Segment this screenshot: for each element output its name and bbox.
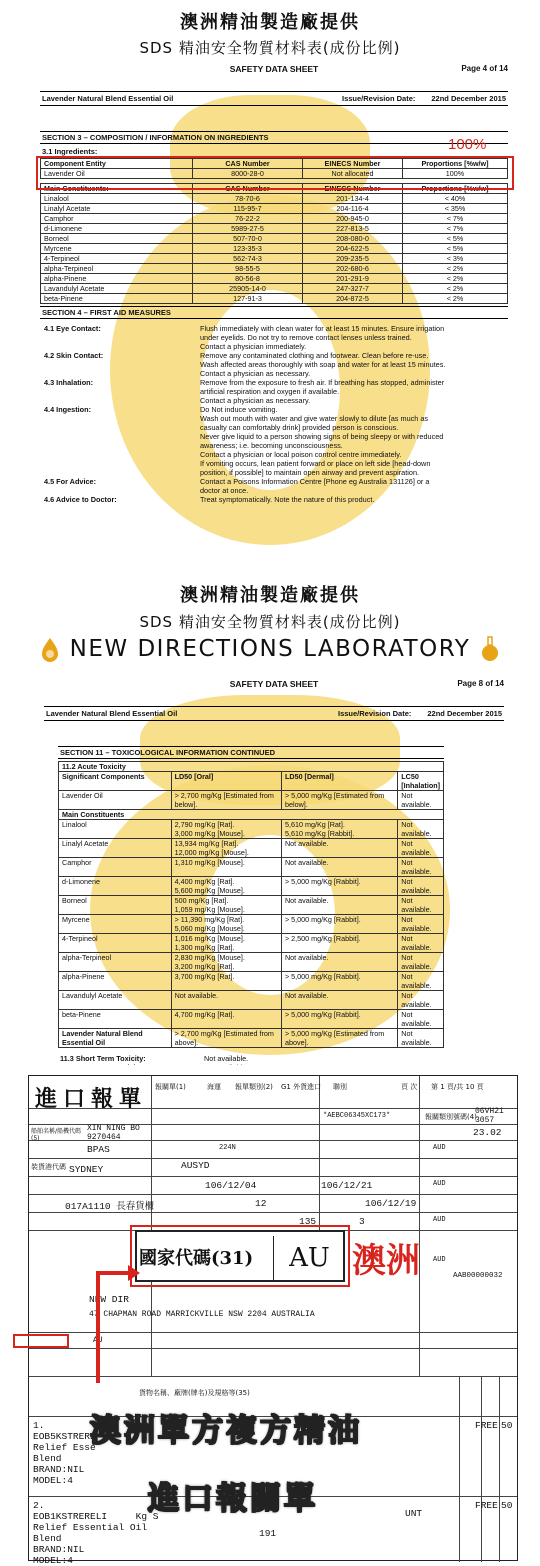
table-cell: Not available. — [398, 820, 444, 839]
table-cell: Not available. — [398, 877, 444, 896]
sds-document — [44, 679, 504, 1081]
item-line: Blend — [33, 1533, 62, 1544]
field-value: AU — [93, 1336, 103, 1345]
item-line: MODEL:4 — [33, 1475, 73, 1486]
table-cell: Not available. — [398, 991, 444, 1010]
table-cell: Not available. — [398, 858, 444, 877]
first-aid-line: artificial respiration and oxygen if available. — [200, 387, 340, 396]
revision-date: 22nd December 2015 — [431, 94, 506, 103]
country-note: 澳洲 — [352, 1241, 420, 1281]
table-cell: beta-Pinene — [59, 1010, 172, 1029]
field-label: 聯別 — [333, 1083, 347, 1091]
banner-subtitle: SDS 精油安全物質材料表(成份比例) — [139, 613, 401, 631]
item-line: BRAND:NIL — [33, 1464, 85, 1475]
table-cell: < 2% — [403, 274, 508, 284]
field-value: BPAS — [87, 1144, 110, 1155]
first-aid-line: doctor at once. — [200, 486, 249, 495]
table-cell: Not available. — [398, 934, 444, 953]
table-cell: 8000-28-0 — [193, 169, 303, 179]
arrow-icon — [92, 1265, 142, 1387]
table-row — [41, 244, 508, 254]
table-cell: 507-70-0 — [193, 234, 303, 244]
table-cell: Not available. — [281, 953, 397, 972]
table-cell: 78-70-6 — [193, 194, 303, 204]
table-cell: < 5% — [403, 244, 508, 254]
table-row — [41, 204, 508, 214]
first-aid-text — [200, 378, 508, 405]
company-logo — [0, 636, 540, 662]
table-cell: Camphor — [59, 858, 172, 877]
first-aid-line: Flush immediately with clean water for at least 15 minutes. Ensure irrigation — [200, 324, 445, 333]
field-value: FREE — [475, 1500, 498, 1511]
table-cell: < 7% — [403, 224, 508, 234]
field-value: 135 — [299, 1216, 317, 1227]
table-cell: 1,016 mg/Kg [Mouse]. 1,300 mg/Kg [Rat]. — [171, 934, 281, 953]
table-row — [41, 194, 508, 204]
first-aid-item — [40, 405, 508, 477]
col-header: LC50 [Inhalation] — [398, 772, 444, 791]
tox-extra-value: Not available. — [204, 1054, 249, 1063]
table-cell: < 40% — [403, 194, 508, 204]
field-value: SYDNEY — [69, 1164, 104, 1175]
product-name: Lavender Natural Blend Essential Oil — [42, 94, 174, 103]
first-aid-line: Remove any contaminated clothing and footwear. Clean before re-use. — [200, 351, 429, 360]
section-3-heading: SECTION 3 – COMPOSITION / INFORMATION ON INGREDIENTS — [40, 131, 508, 144]
table-cell: Lavender Oil — [59, 791, 172, 810]
table-cell: 227-813-5 — [303, 224, 403, 234]
first-aid-label: 4.5 For Advice: — [44, 477, 97, 486]
table-cell: Myrcene — [59, 915, 172, 934]
first-aid-label: 4.6 Advice to Doctor: — [44, 495, 117, 504]
table-cell: Not available. — [398, 972, 444, 991]
table-cell: Lavender Natural Blend Essential Oil — [59, 1029, 172, 1048]
table-cell: Not available. — [281, 839, 397, 858]
ingredients-label: 3.1 Ingredients: — [42, 147, 98, 156]
overlay-subtitle: 進口報關單 — [148, 1481, 318, 1517]
item-number: 1. — [33, 1420, 45, 1431]
table-row — [41, 284, 508, 294]
first-aid-label: 4.3 Inhalation: — [44, 378, 94, 387]
first-aid-line: Wash out mouth with water and give water slowly to dilute [as much as — [200, 414, 429, 423]
table-cell: > 5,000 mg/Kg [Rabbit]. — [281, 915, 397, 934]
table-cell: Borneol — [59, 896, 172, 915]
field-label: 頁 次 — [401, 1083, 418, 1091]
field-value: AUD — [433, 1256, 446, 1264]
col-header: EINECS Number — [303, 159, 403, 169]
constituents-label: Main Constituents — [59, 810, 444, 820]
field-value: 12 — [255, 1198, 267, 1209]
item-line: Relief Essential Oil — [33, 1522, 148, 1533]
first-aid-line: casualty can comfortably drink] provided person is conscious. — [200, 423, 399, 432]
field-value: AAB00000032 — [453, 1272, 503, 1280]
first-aid-line: Contact a Poisons Information Centre [Phone eg Australia 131126] or a — [200, 477, 430, 486]
first-aid-item — [40, 495, 508, 504]
col-header: Main Constituents: — [41, 184, 193, 194]
table-cell: 202-680-6 — [303, 264, 403, 274]
table-row — [59, 896, 444, 915]
first-aid-line: Never give liquid to a person showing signs of being sleepy or with reduced — [200, 432, 444, 441]
sds-page-4-panel — [0, 0, 540, 575]
table-cell: < 35% — [403, 204, 508, 214]
acute-label: 11.2 Acute Toxicity — [59, 762, 444, 772]
highlight-box — [130, 1225, 350, 1287]
first-aid-label: 4.1 Eye Contact: — [44, 324, 101, 333]
table-cell: Not available. — [281, 991, 397, 1010]
table-cell: 127-91-3 — [193, 294, 303, 304]
field-value: AUSYD — [181, 1160, 210, 1171]
field-value: G1 外貨進口 — [281, 1083, 322, 1091]
first-aid-line: awareness; i.e. becoming unconsciousness. — [200, 441, 343, 450]
item-number: 2. — [33, 1500, 45, 1511]
table-row — [59, 991, 444, 1010]
table-cell: > 5,000 mg/Kg [Rabbit]. — [281, 877, 397, 896]
table-cell: 562-74-3 — [193, 254, 303, 264]
table-cell: < 2% — [403, 294, 508, 304]
table-cell: Lavandulyl Acetate — [59, 991, 172, 1010]
table-row — [59, 877, 444, 896]
table-cell: > 2,500 mg/Kg [Rabbit]. — [281, 934, 397, 953]
banner-subtitle: SDS 精油安全物質材料表(成份比例) — [139, 39, 401, 57]
sds-title: SAFETY DATA SHEET Page 4 of 14 — [229, 64, 508, 74]
table-cell: 4-Terpineol — [59, 934, 172, 953]
revision-label: Issue/Revision Date: — [338, 709, 412, 718]
table-cell: 500 mg/Kg [Rat]. 1,059 mg/Kg [Mouse]. — [171, 896, 281, 915]
table-cell: < 2% — [403, 264, 508, 274]
country-code-label: 國家代碼(31) — [139, 1248, 254, 1269]
table-cell: > 2,700 mg/Kg [Estimated from below]. — [171, 791, 281, 810]
sds-document — [40, 64, 508, 504]
table-cell: 1,310 mg/Kg [Mouse]. — [171, 858, 281, 877]
first-aid-item — [40, 378, 508, 405]
table-cell: 4,400 mg/Kg [Rat]. 5,600 mg/Kg [Mouse]. — [171, 877, 281, 896]
table-cell: alpha-Terpineol — [41, 264, 193, 274]
table-cell: > 2,700 mg/Kg [Estimated from above]. — [171, 1029, 281, 1048]
product-row — [40, 91, 508, 106]
flask-icon — [480, 636, 500, 662]
table-cell: Linalyl Acetate — [41, 204, 193, 214]
sds-title: SAFETY DATA SHEET Page 8 of 14 — [229, 679, 504, 689]
table-cell: 201-291-9 — [303, 274, 403, 284]
table-row — [41, 294, 508, 304]
table-row — [59, 820, 444, 839]
field-value: UNT — [405, 1508, 423, 1519]
table-cell: 80-56-8 — [193, 274, 303, 284]
table-cell: Not available. — [398, 1010, 444, 1029]
banner-title: 澳洲精油製造廠提供 — [180, 12, 360, 33]
table-row — [41, 264, 508, 274]
field-label: 裝貨港代碼 — [31, 1163, 66, 1171]
table-cell: Not allocated — [303, 169, 403, 179]
field-value: 第 1 頁/共 10 頁 — [431, 1083, 484, 1091]
form-title: 進口報單 — [35, 1087, 148, 1112]
barcode-text: *AEBC06345XC173* — [323, 1112, 391, 1120]
field-label: 報關類別號碼(4) — [425, 1113, 477, 1121]
table-cell: 2,830 mg/Kg [Mouse]. 3,200 mg/Kg [Rat]. — [171, 953, 281, 972]
table-row — [41, 224, 508, 234]
first-aid-line: Wash affected areas thoroughly with soap and water for at least 15 minutes. — [200, 360, 446, 369]
first-aid-text — [200, 351, 508, 378]
item-line: Relief Esse — [33, 1442, 96, 1453]
overlay-title: 澳洲單方複方精油 — [90, 1413, 362, 1449]
table-cell: Myrcene — [41, 244, 193, 254]
field-label: 報單類別(2) — [235, 1083, 273, 1091]
table-cell: Lavandulyl Acetate — [41, 284, 193, 294]
table-cell: Not available. — [398, 839, 444, 858]
table-cell: 204-116-4 — [303, 204, 403, 214]
product-row — [44, 706, 504, 721]
first-aid-line: Contact a physician immediately. — [200, 342, 307, 351]
first-aid-text — [200, 477, 508, 495]
table-cell: beta-Pinene — [41, 294, 193, 304]
col-header: Proportions [%w/w] — [403, 159, 508, 169]
field-value: 海運 — [207, 1083, 221, 1091]
table-cell: alpha-Pinene — [41, 274, 193, 284]
tox-extra-label: 11.3 Short Term Toxicity: — [60, 1054, 146, 1063]
first-aid-line: Remove from the exposure to fresh air. If breathing has stopped, administer — [200, 378, 445, 387]
table-cell: 123-35-3 — [193, 244, 303, 254]
item-line: BRAND:NIL — [33, 1544, 85, 1555]
table-cell: 76-22-2 — [193, 214, 303, 224]
tox-section — [58, 746, 444, 1081]
field-value: NEW DIR — [89, 1294, 129, 1305]
table-row — [41, 274, 508, 284]
table-cell: Linalool — [59, 820, 172, 839]
table-cell: 5989-27-5 — [193, 224, 303, 234]
revision-label: Issue/Revision Date: — [342, 94, 416, 103]
table-cell: > 11,390 mg/Kg [Rat]. 5,060 mg/Kg [Mouse]. — [171, 915, 281, 934]
field-value: 106/12/21 — [321, 1180, 373, 1191]
revision-date: 22nd December 2015 — [427, 709, 502, 718]
table-cell: 201-134-4 — [303, 194, 403, 204]
table-cell: Not available. — [281, 896, 397, 915]
field-value: AUD — [433, 1144, 446, 1152]
table-row — [59, 858, 444, 877]
table-cell: < 2% — [403, 284, 508, 294]
table-row — [59, 915, 444, 934]
company-name: NEW DIRECTIONS LABORATORY — [69, 636, 471, 662]
section-4-heading: SECTION 4 – FIRST AID MEASURES — [40, 306, 508, 319]
constituents-table — [40, 183, 508, 304]
table-cell: Linalyl Acetate — [59, 839, 172, 858]
field-value: FREE — [475, 1420, 498, 1431]
table-cell: Not available. — [398, 915, 444, 934]
item-line: Blend — [33, 1453, 62, 1464]
table-row — [59, 1029, 444, 1048]
first-aid-line: Contact a physician or local poison control centre immediately. — [200, 450, 402, 459]
table-cell: > 5,000 mg/Kg [Estimated from above]. — [281, 1029, 397, 1048]
table-cell: Camphor — [41, 214, 193, 224]
table-cell: 209-235-5 — [303, 254, 403, 264]
table-cell: < 7% — [403, 214, 508, 224]
field-value: 106/12/19 — [365, 1198, 417, 1209]
first-aid-line: Contact a physician as necessary. — [200, 369, 311, 378]
field-value: 50 — [501, 1500, 513, 1511]
table-cell: Not available. — [281, 858, 397, 877]
col-header: LD50 [Oral] — [171, 772, 281, 791]
field-label: 船舶名稱/船機代碼(5) — [31, 1128, 82, 1142]
highlight-box — [13, 1334, 69, 1348]
table-row — [59, 934, 444, 953]
table-cell: 5,610 mg/Kg [Rat]. 5,610 mg/Kg [Rabbit]. — [281, 820, 397, 839]
first-aid-line: If vomiting occurs, lean patient forward or place on left side [head-down — [200, 459, 431, 468]
col-header: CAS Number — [193, 159, 303, 169]
table-cell: Not available. — [398, 896, 444, 915]
first-aid-text — [200, 405, 508, 477]
first-aid-item — [40, 477, 508, 495]
field-value: 3 — [359, 1216, 365, 1227]
item-line: EOB5KSTRERE — [33, 1431, 96, 1442]
table-row — [59, 839, 444, 858]
first-aid-line: position, if possible] to maintain open airway and prevent aspiration. — [200, 468, 420, 477]
table-cell: 204-872-5 — [303, 294, 403, 304]
table-row — [59, 972, 444, 991]
section-11-heading: SECTION 11 – TOXICOLOGICAL INFORMATION CONTINUED — [58, 746, 444, 759]
table-cell: > 5,000 mg/Kg [Rabbit]. — [281, 1010, 397, 1029]
field-value: 47 CHAPMAN ROAD MARRICKVILLE NSW 2204 AUSTRALIA — [89, 1310, 315, 1319]
first-aid-label: 4.4 Ingestion: — [44, 405, 92, 414]
toxicity-table — [58, 761, 444, 1048]
table-cell: Not available. — [398, 953, 444, 972]
table-cell: < 3% — [403, 254, 508, 264]
table-cell: 247-327-7 — [303, 284, 403, 294]
table-cell: 204-622-5 — [303, 244, 403, 254]
item-line: MODEL:4 — [33, 1555, 73, 1566]
item-line: EOB1KSTRERELI Kg S — [33, 1511, 159, 1522]
table-cell: 13,934 mg/Kg [Rat]. 12,000 mg/Kg [Mouse]. — [171, 839, 281, 858]
field-value: 23.02 — [473, 1127, 502, 1138]
col-header: EINECS Number — [303, 184, 403, 194]
field-value: AUD — [433, 1216, 446, 1224]
first-aid-text — [200, 495, 508, 504]
table-cell: 2,790 mg/Kg [Rat]. 3,000 mg/Kg [Mouse]. — [171, 820, 281, 839]
table-cell: 115-95-7 — [193, 204, 303, 214]
col-header: Component Entity — [41, 159, 193, 169]
tox-extra-item — [58, 1054, 444, 1063]
first-aid-line: Contact a physician as necessary. — [200, 396, 311, 405]
highlight-note: 100% — [448, 136, 487, 153]
table-cell: Linalool — [41, 194, 193, 204]
field-label: 報關單(1) — [155, 1083, 186, 1091]
table-cell: 100% — [403, 169, 508, 179]
table-cell: Not available. — [171, 991, 281, 1010]
first-aid-line: Do Not induce vomiting. — [200, 405, 278, 414]
table-cell: Borneol — [41, 234, 193, 244]
table-row — [41, 254, 508, 264]
table-cell: 4-Terpineol — [41, 254, 193, 264]
field-value: XIN NING BO 9270464 — [87, 1124, 140, 1142]
banner-title: 澳洲精油製造廠提供 — [180, 585, 360, 606]
table-cell: Not available. — [398, 1029, 444, 1048]
items-header: 貨物名稱、廠牌(牌名)及規格等(35) — [139, 1389, 250, 1397]
col-header: Proportions [%w/w] — [403, 184, 508, 194]
col-header: CAS Number — [193, 184, 303, 194]
table-cell: d-Limonene — [41, 224, 193, 234]
table-cell: 200-945-0 — [303, 214, 403, 224]
first-aid-text — [200, 324, 508, 351]
first-aid-item — [40, 324, 508, 351]
table-cell: Not available. — [398, 791, 444, 810]
table-row — [41, 234, 508, 244]
field-value: 017A1110 長春貨櫃 — [65, 1201, 155, 1212]
first-aid-line: under eyelids. Do not try to remove contact lenses unless trained. — [200, 333, 412, 342]
customs-declaration-panel — [0, 1065, 540, 1566]
product-name: Lavender Natural Blend Essential Oil — [46, 709, 178, 718]
table-cell: 208-080-0 — [303, 234, 403, 244]
table-cell: 3,700 mg/Kg [Rat]. — [171, 972, 281, 991]
col-header: Significant Components — [59, 772, 172, 791]
page-number: Page 8 of 14 — [457, 679, 504, 688]
field-value: AUD — [433, 1180, 446, 1188]
table-row — [41, 214, 508, 224]
first-aid-line: Treat symptomatically. Note the nature of this product. — [200, 495, 375, 504]
table-cell: d-Limonene — [59, 877, 172, 896]
first-aid-label: 4.2 Skin Contact: — [44, 351, 104, 360]
highlight-box — [36, 156, 514, 190]
table-cell: Lavender Oil — [41, 169, 193, 179]
table-cell: alpha-Terpineol — [59, 953, 172, 972]
sds-page-8-panel — [0, 575, 540, 1065]
table-cell: < 5% — [403, 234, 508, 244]
first-aid-item — [40, 351, 508, 378]
table-cell: > 5,000 mg/Kg [Estimated from below]. — [281, 791, 397, 810]
table-cell: 98-55-5 — [193, 264, 303, 274]
field-value: 106/12/04 — [205, 1180, 257, 1191]
drop-icon — [40, 636, 60, 662]
col-header: LD50 [Dermal] — [281, 772, 397, 791]
table-row — [59, 953, 444, 972]
table-row — [59, 1010, 444, 1029]
page-number: Page 4 of 14 — [461, 64, 508, 73]
field-value: 191 — [259, 1528, 277, 1539]
table-cell: > 5,000 mg/Kg [Rabbit]. — [281, 972, 397, 991]
field-value: 224N — [219, 1144, 236, 1152]
table-cell: alpha-Pinene — [59, 972, 172, 991]
field-value: 06VH21 3057 — [475, 1107, 504, 1125]
first-aid-list — [40, 324, 508, 504]
table-cell: 4,700 mg/Kg [Rat]. — [171, 1010, 281, 1029]
table-cell: 25905-14-0 — [193, 284, 303, 294]
field-value: 50 — [501, 1420, 513, 1431]
country-code-value: AU — [273, 1236, 345, 1280]
